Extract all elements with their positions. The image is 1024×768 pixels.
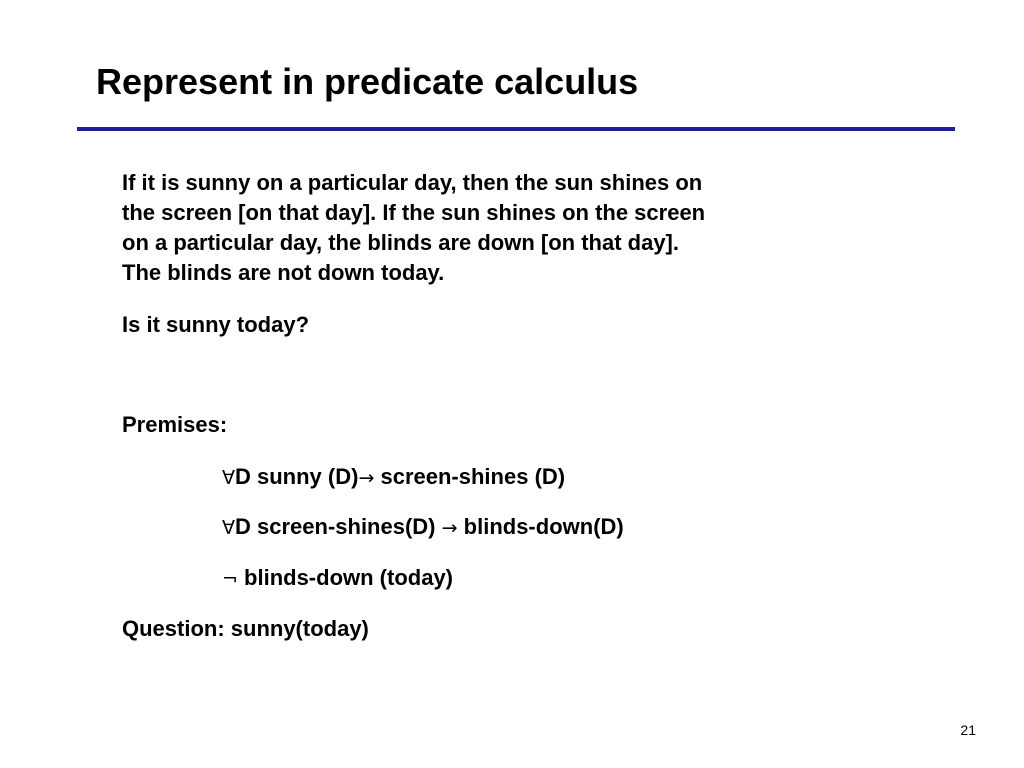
- implies-arrow-icon: →: [441, 517, 458, 539]
- forall-symbol: ∀: [222, 517, 235, 539]
- formal-question: Question: sunny(today): [122, 616, 369, 641]
- negation-symbol: ¬: [222, 568, 238, 590]
- implies-arrow-icon: →: [358, 467, 375, 489]
- premise-1-antecedent: D sunny (D): [235, 464, 359, 489]
- premise-2: [222, 512, 624, 543]
- page-number: 21: [960, 722, 976, 738]
- title-divider: [77, 127, 955, 131]
- problem-statement-line-2: the screen [on that day]. If the sun shines on the screen: [122, 200, 706, 225]
- problem-statement-line-3: on a particular day, the blinds are down [on that day].: [122, 230, 679, 255]
- premise-2-consequent: blinds-down(D): [457, 514, 624, 539]
- problem-statement-line-1: If it is sunny on a particular day, then the sun shines on: [122, 170, 703, 195]
- premise-2-antecedent: D screen-shines(D): [235, 514, 442, 539]
- premise-3: [222, 563, 453, 594]
- premise-1-consequent: screen-shines (D): [374, 464, 566, 489]
- question-text: Is it sunny today?: [122, 312, 310, 337]
- premise-1: [222, 462, 565, 493]
- premise-3-text: blinds-down (today): [237, 565, 454, 590]
- problem-statement-line-4: The blinds are not down today.: [122, 260, 445, 285]
- slide-title: Represent in predicate calculus: [96, 61, 639, 102]
- premises-label: Premises:: [122, 412, 228, 437]
- forall-symbol: ∀: [222, 467, 235, 489]
